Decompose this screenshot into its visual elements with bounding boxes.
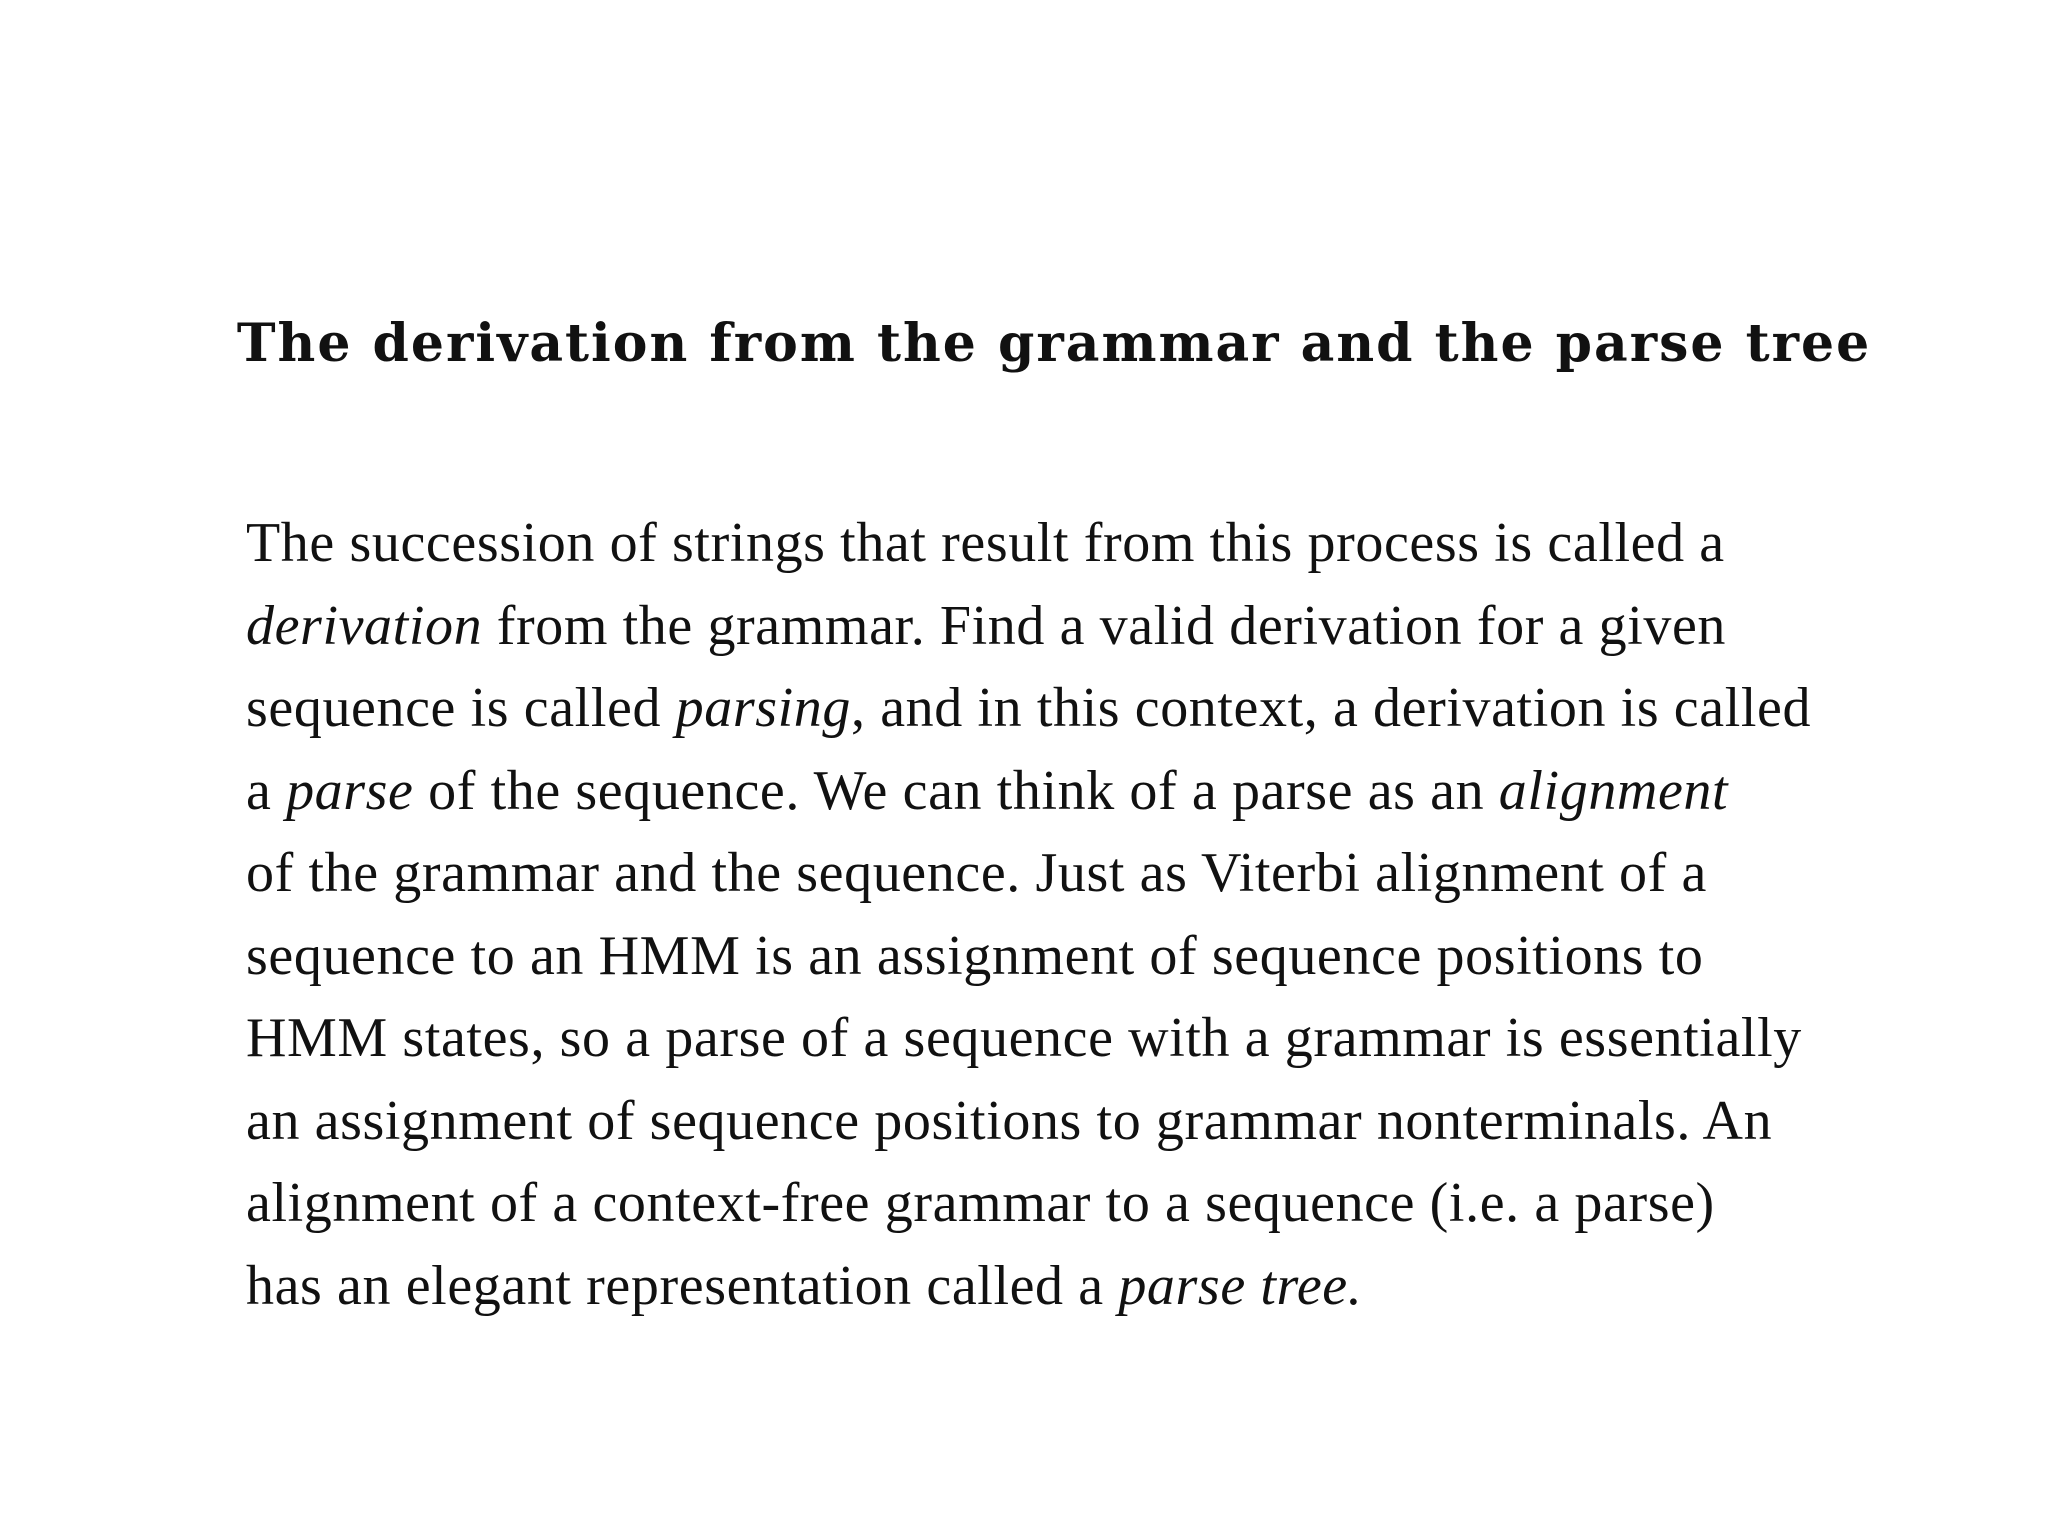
emphasized-term: alignment: [1498, 759, 1729, 822]
text-segment: of the grammar and the sequence. Just as Viterbi alignment of a: [246, 842, 1707, 904]
body-line: [246, 1162, 1996, 1245]
text-segment: sequence to an HMM is an assignment of sequence positions to: [246, 924, 1704, 987]
body-line: [246, 1245, 1996, 1328]
emphasized-term: parse: [286, 759, 414, 822]
text-segment: an assignment of sequence positions to grammar nonterminals. An: [246, 1089, 1773, 1152]
body-line: [246, 750, 1996, 833]
body-line: [246, 585, 1996, 668]
body-line: [246, 1080, 1996, 1163]
text-segment: a: [246, 759, 287, 822]
emphasized-term: parsing: [675, 677, 852, 739]
emphasized-term: derivation: [246, 594, 483, 657]
emphasized-term: parse tree.: [1118, 1254, 1363, 1317]
text-segment: HMM states, so a parse of a sequence with a grammar is essentially: [246, 1007, 1802, 1069]
text-segment: of the sequence. We can think of a parse as an: [413, 759, 1499, 822]
body-line: [246, 915, 1996, 998]
body-line: [246, 832, 1996, 915]
text-segment: , and in this context, a derivation is called: [851, 677, 1812, 739]
text-segment: sequence is called: [246, 677, 676, 739]
text-segment: The succession of strings that result from this process is called a: [246, 512, 1725, 574]
body-line: [246, 502, 1996, 585]
body-line: [246, 667, 1996, 750]
text-segment: has an elegant representation called a: [246, 1254, 1119, 1317]
text-segment: alignment of a context-free grammar to a sequence (i.e. a parse): [246, 1172, 1715, 1234]
slide-title: The derivation from the grammar and the parse tree: [236, 313, 1872, 374]
body-paragraph: [246, 502, 1996, 1327]
text-segment: from the grammar. Find a valid derivation for a given: [482, 594, 1727, 657]
body-line: [246, 997, 1996, 1080]
